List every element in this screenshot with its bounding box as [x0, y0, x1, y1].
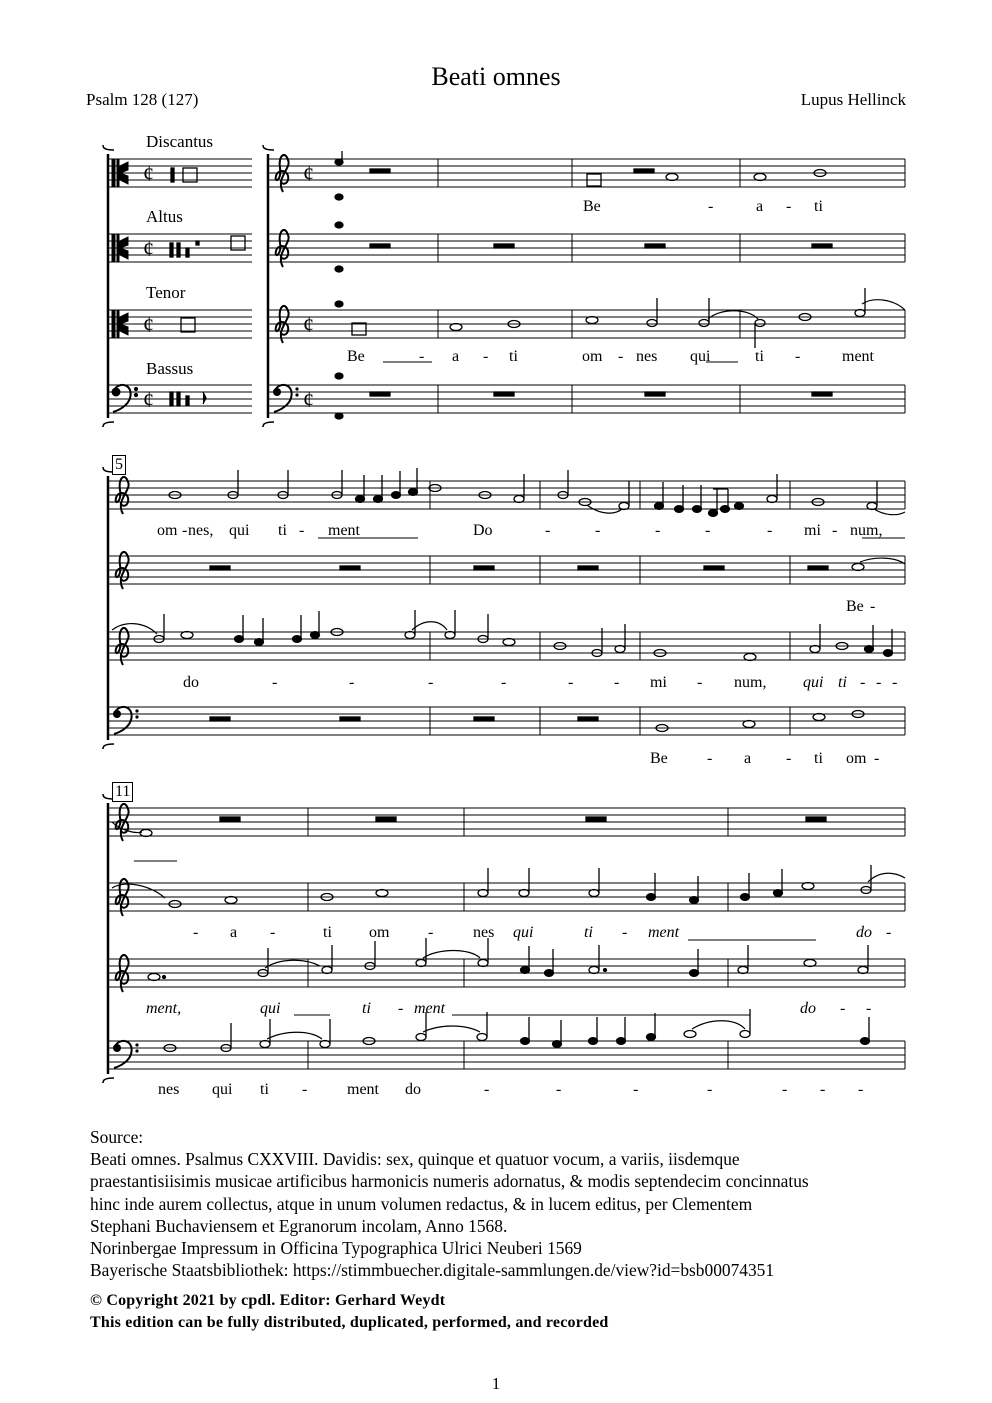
system3-staves [108, 808, 905, 1069]
svg-text:¢: ¢ [143, 312, 154, 337]
treble-clef-icon [276, 155, 289, 192]
time-signatures [143, 161, 314, 412]
lyric-syllable: - [840, 1000, 846, 1017]
lyric-syllable: - [428, 924, 434, 941]
voice-name-bassus: Bassus [146, 359, 194, 378]
voice-name-discantus: Discantus [146, 132, 214, 151]
lyric-syllable: om [369, 924, 390, 941]
lyric-syllable: - [860, 674, 866, 691]
lyric-syllable: - [655, 522, 661, 539]
lyric-syllable: nes, [188, 522, 214, 539]
lyric-syllable: om [846, 750, 867, 767]
lyric-syllable: ment [347, 1081, 379, 1098]
piece-title: Beati omnes [431, 62, 561, 91]
lyric-syllable: ti [814, 198, 823, 215]
lyric-syllable: - [858, 1081, 864, 1098]
lyric-syllable: ti [278, 522, 287, 539]
svg-text:¢: ¢ [303, 312, 314, 337]
lyric-syllable: - [876, 674, 882, 691]
lyric-syllable: a [744, 750, 752, 767]
lyric-syllable: ment [328, 522, 360, 539]
lyric-syllable: - [428, 674, 434, 691]
composer-name: Lupus Hellinck [800, 90, 906, 109]
lyric-syllable: - [302, 1081, 308, 1098]
bass-clefs [113, 385, 299, 1068]
lyric-syllable: om [157, 522, 178, 539]
lyric-syllable: - [270, 924, 276, 941]
lyric-syllable: - [782, 1081, 788, 1098]
page-number: 1 [491, 1374, 501, 1393]
treble-clef-icon [116, 477, 129, 514]
f-clef-icon [273, 385, 299, 412]
source-line: Beati omnes. Psalmus CXXVIII. Davidis: sex, quinque et quatuor vocum, a variis, iisdemque [90, 1149, 740, 1170]
lyric-syllable: qui [229, 522, 250, 539]
lyric-syllable: mi [650, 674, 667, 691]
lyric-syllable: Do [473, 522, 493, 539]
lyric-syllable: - [870, 598, 876, 615]
lyric-syllable: - [786, 198, 792, 215]
lyric-syllable: a [230, 924, 238, 941]
lyric-syllable: num, [734, 674, 767, 691]
lyric-syllable: ti [260, 1081, 269, 1098]
voice-name-altus: Altus [146, 207, 183, 226]
psalm-subtitle: Psalm 128 (127) [86, 90, 199, 109]
lyric-syllable: - [501, 674, 507, 691]
source-line: praestantisiisimis musicae artificibus harmonicis numeris adornatus, & modis septendecim concinnatus [90, 1171, 809, 1192]
lyric-syllable: - [892, 674, 898, 691]
svg-text:¢: ¢ [143, 236, 154, 261]
copyright-line: © Copyright 2021 by cpdl. Editor: Gerhard Weydt [90, 1292, 446, 1309]
lyric-syllable: - [545, 522, 551, 539]
treble-clef-icon [116, 552, 129, 589]
lyric-syllable: a [452, 348, 460, 365]
svg-text:¢: ¢ [143, 161, 154, 186]
lyric-syllable: ment [648, 924, 680, 941]
lyric-syllable: - [595, 522, 601, 539]
notes-system1 [170, 151, 905, 419]
copyright-block [90, 1290, 609, 1334]
treble-clef-icon [116, 955, 129, 992]
lyric-syllable: qui [690, 348, 711, 365]
source-line: hinc inde aurem collectus, atque in unum volumen redactus, & in lucem editus, per Clementem [90, 1193, 753, 1214]
f-clef-icon [112, 385, 138, 412]
lyric-syllable: - [349, 674, 355, 691]
lyric-syllable: om [582, 348, 603, 365]
lyric-syllable: - [193, 924, 199, 941]
f-clef-icon [113, 707, 139, 734]
lyric-syllable: - [886, 924, 892, 941]
lyric-syllable: - [556, 1081, 562, 1098]
clefs [112, 159, 138, 412]
lyric-syllable: ti [323, 924, 332, 941]
treble-clef-icon [276, 230, 289, 267]
lyric-syllable: - [707, 1081, 713, 1098]
lyric-syllable: mi [804, 522, 821, 539]
lyric-syllable: qui [260, 1000, 281, 1017]
lyric-syllable: ti [755, 348, 764, 365]
lyric-syllable: - [866, 1000, 872, 1017]
lyric-syllable: - [708, 198, 714, 215]
lyric-syllable: - [182, 522, 188, 539]
lyric-extenders [134, 362, 905, 1015]
lyric-syllable: - [795, 348, 801, 365]
lyric-syllable: do [800, 1000, 816, 1017]
source-label: Source: [90, 1127, 144, 1147]
lyric-syllable: - [614, 674, 620, 691]
lyric-syllable: - [484, 1081, 490, 1098]
svg-text:¢: ¢ [143, 387, 154, 412]
lyric-syllable: Be [846, 598, 864, 615]
lyric-syllable: - [622, 924, 628, 941]
lyric-syllable: - [707, 750, 713, 767]
source-line: Stephani Buchaviensem et Egranorum incolam, Anno 1568. [90, 1215, 508, 1236]
lyric-syllable: - [633, 1081, 639, 1098]
lyric-syllable: - [299, 522, 305, 539]
lyric-syllable: ment, [146, 1000, 182, 1017]
system2-staves [108, 481, 905, 735]
svg-text:¢: ¢ [303, 387, 314, 412]
lyric-syllable: ti [584, 924, 593, 941]
lyric-syllable: ment [842, 348, 874, 365]
lyric-syllable: Be [650, 750, 668, 767]
lyric-syllable: ti [814, 750, 823, 767]
treble-clef-icon [276, 306, 289, 343]
lyric-syllable: - [568, 674, 574, 691]
lyric-syllable: Be [583, 198, 601, 215]
lyric-syllable: - [820, 1081, 826, 1098]
lyric-syllable: do [405, 1081, 421, 1098]
treble-clef-icon [116, 628, 129, 665]
lyric-syllable: - [786, 750, 792, 767]
lyric-syllable: ti [838, 674, 847, 691]
lyric-syllable: a [756, 198, 764, 215]
lyric-syllable: - [697, 674, 703, 691]
notes-system2 [112, 468, 905, 732]
lyric-syllable: qui [803, 674, 824, 691]
treble-clefs [116, 155, 289, 992]
lyric-syllable: Be [347, 348, 365, 365]
lyric-syllable: - [483, 348, 489, 365]
lyric-syllable: - [272, 674, 278, 691]
lyric-syllable: nes [473, 924, 495, 941]
lyric-syllable: do [856, 924, 872, 941]
lyric-syllable: do [183, 674, 199, 691]
license-line: This edition can be fully distributed, duplicated, performed, and recorded [90, 1314, 609, 1331]
measure-number: 5 [112, 455, 126, 475]
lyric-syllable: nes [636, 348, 658, 365]
lyric-syllable: nes [158, 1081, 180, 1098]
svg-text:¢: ¢ [303, 161, 314, 186]
lyric-syllable: ti [362, 1000, 371, 1017]
lyric-syllable: qui [212, 1081, 233, 1098]
lyric-syllable: - [874, 750, 880, 767]
source-line: Bayerische Staatsbibliothek: https://stimmbuecher.digitale-sammlungen.de/view?id=bsb00074351 [90, 1260, 775, 1281]
lyric-syllable: ment [414, 1000, 446, 1017]
lyric-syllable: - [767, 522, 773, 539]
lyric-syllable: qui [513, 924, 534, 941]
f-clef-icon [113, 1041, 139, 1068]
source-line: Norinbergae Impressum in Officina Typographica Ulrici Neuberi 1569 [90, 1238, 582, 1259]
lyric-syllable: - [705, 522, 711, 539]
voice-name-tenor: Tenor [146, 283, 186, 302]
lyric-syllable: - [419, 348, 425, 365]
lyric-syllable: - [618, 348, 624, 365]
lyric-syllable: - [398, 1000, 404, 1017]
lyric-syllable: - [832, 522, 838, 539]
source-block [90, 1126, 930, 1281]
lyric-syllable: ti [509, 348, 518, 365]
treble-clef-icon [116, 804, 129, 841]
measure-number: 11 [112, 782, 133, 802]
lyric-syllable: num, [850, 522, 883, 539]
